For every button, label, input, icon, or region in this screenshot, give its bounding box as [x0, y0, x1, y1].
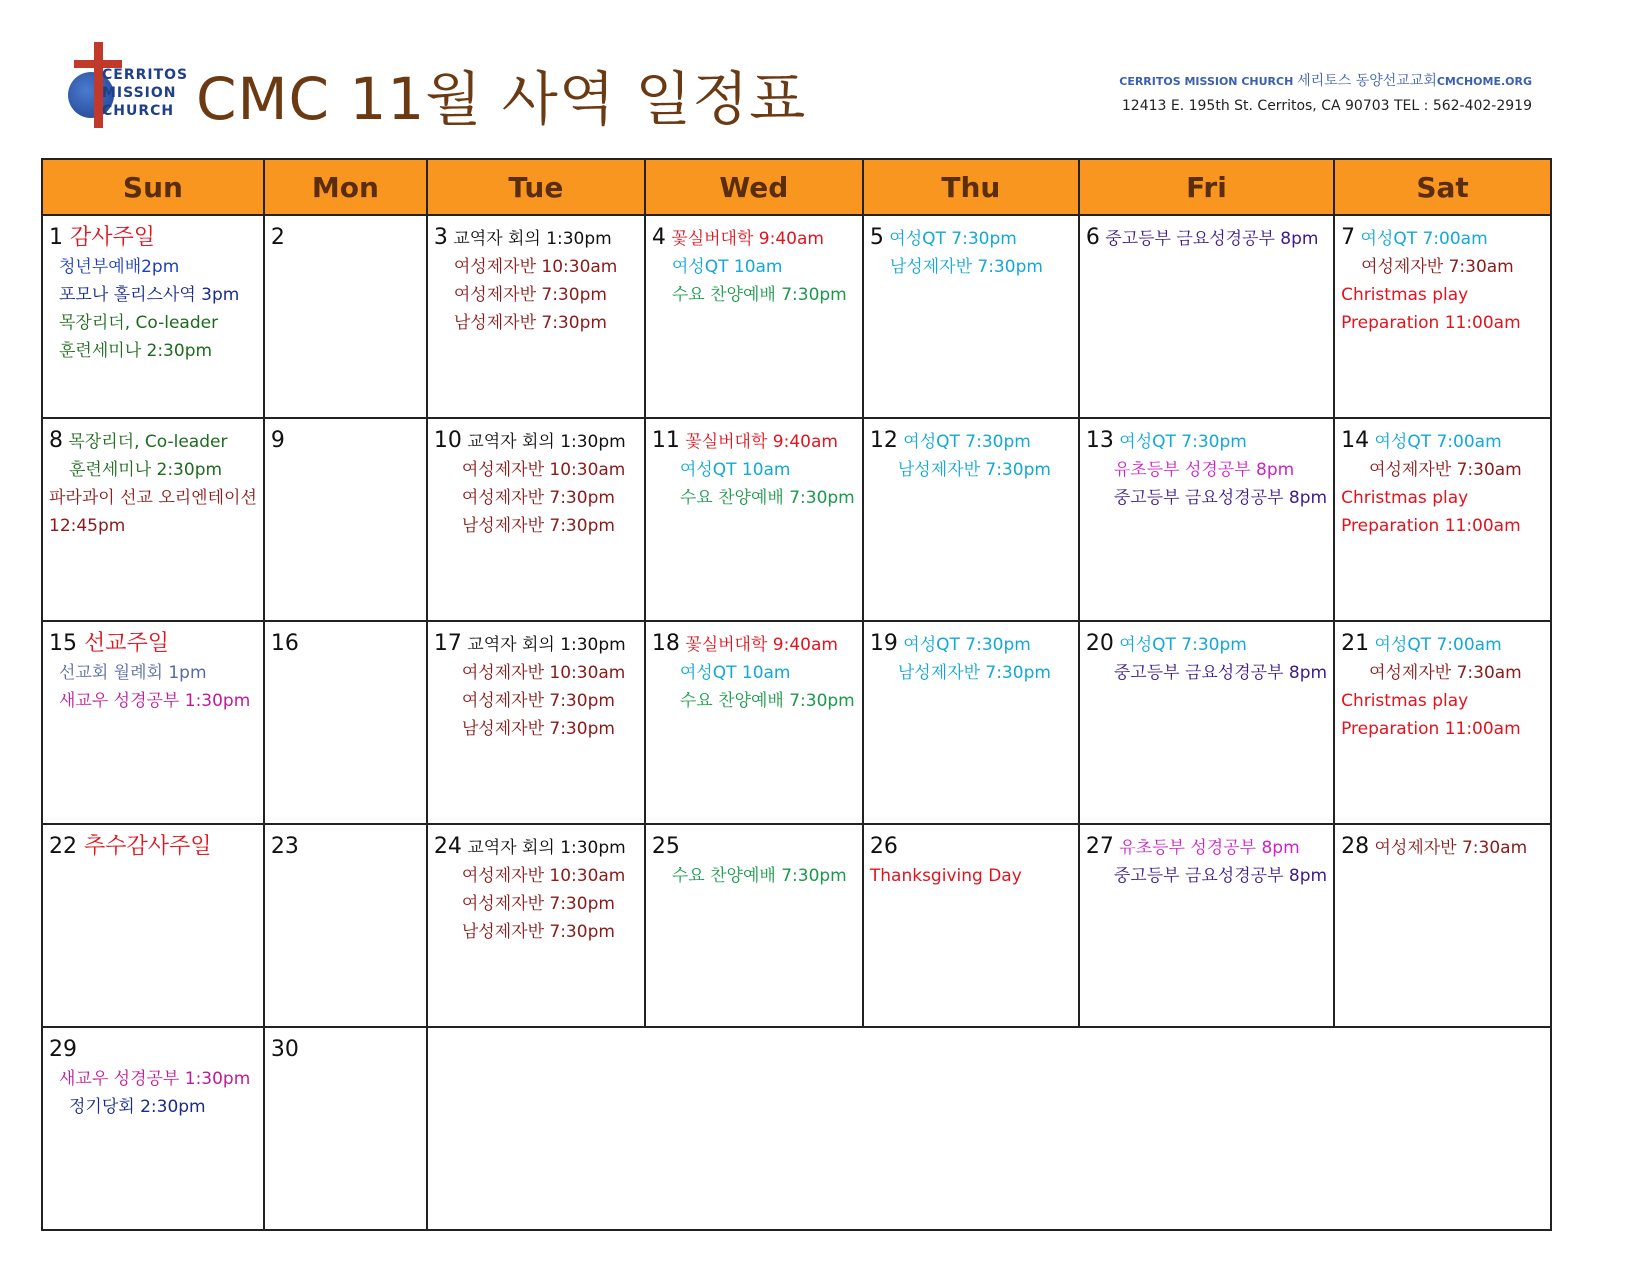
- calendar-event: 남성제자반 7:30pm: [897, 460, 1051, 480]
- calendar-event: Preparation 11:00am: [1341, 719, 1521, 739]
- day-cell-5[interactable]: [863, 215, 1079, 418]
- weekday-sat: Sat: [1334, 159, 1551, 215]
- church-name-en: CERRITOS MISSION CHURCH: [1119, 75, 1294, 88]
- day-number: 24: [433, 834, 462, 859]
- calendar-event: 여성QT 7:00am: [1355, 229, 1488, 249]
- day-cell-23[interactable]: [264, 824, 427, 1027]
- day-number: 15: [49, 631, 77, 656]
- church-website[interactable]: CMCHOME.ORG: [1436, 75, 1532, 88]
- calendar-event: 여성QT 7:00am: [1369, 635, 1502, 655]
- day-number: 4: [651, 225, 666, 250]
- calendar-event: 여성QT 7:30pm: [883, 229, 1017, 249]
- page-title: CMC 11월 사역 일정표: [196, 65, 807, 133]
- day-number: 20: [1085, 631, 1114, 656]
- calendar-event: 여성제자반 7:30am: [1369, 460, 1522, 480]
- day-cell-30[interactable]: [264, 1027, 427, 1230]
- day-number: 3: [433, 225, 448, 250]
- day-cell-22[interactable]: [42, 824, 264, 1027]
- calendar-event: 여성QT 10am: [671, 257, 783, 277]
- day-cell-16[interactable]: [264, 621, 427, 824]
- calendar-event: Preparation 11:00am: [1341, 313, 1521, 333]
- day-cell-9[interactable]: [264, 418, 427, 621]
- calendar-event: 여성제자반 7:30am: [1361, 257, 1514, 277]
- calendar-event: 수요 찬양예배 7:30pm: [671, 285, 847, 305]
- day-cell-24[interactable]: [427, 824, 645, 1027]
- day-number: 14: [1341, 428, 1370, 453]
- calendar-event: 꽃실버대학 9:40am: [679, 432, 838, 452]
- day-cell-27[interactable]: [1079, 824, 1334, 1027]
- day-number: 7: [1341, 225, 1356, 250]
- day-number: 12: [869, 428, 898, 453]
- day-number: 17: [433, 631, 462, 656]
- day-number: 23: [270, 834, 299, 859]
- weekday-header-row: [42, 159, 1551, 215]
- calendar-event: 여성제자반 7:30pm: [461, 691, 615, 711]
- calendar-event: 중고등부 금요성경공부 8pm: [1099, 229, 1319, 249]
- calendar-event: 꽃실버대학 9:40am: [665, 229, 824, 249]
- day-cell-15[interactable]: [42, 621, 264, 824]
- calendar-event: 선교주일: [77, 631, 170, 656]
- church-logo: [62, 38, 189, 130]
- day-cell-21[interactable]: [1334, 621, 1551, 824]
- calendar-event: 교역자 회의 1:30pm: [461, 635, 626, 655]
- church-address: 12413 E. 195th St. Cerritos, CA 90703 TEL : 562-402-2919: [1121, 98, 1532, 114]
- calendar-event: 수요 찬양예배 7:30pm: [679, 691, 855, 711]
- day-number: 6: [1085, 225, 1100, 250]
- calendar-event: 새교우 성경공부 1:30pm: [59, 691, 251, 711]
- calendar-event: 남성제자반 7:30pm: [461, 516, 615, 536]
- calendar-event: 여성QT 10am: [679, 663, 791, 683]
- calendar-event: 여성QT 7:30pm: [897, 635, 1031, 655]
- day-cell-25[interactable]: [645, 824, 863, 1027]
- calendar-event: 남성제자반 7:30pm: [889, 257, 1043, 277]
- day-number: 26: [869, 834, 898, 859]
- day-number: 1: [49, 225, 63, 250]
- day-cell-10[interactable]: [427, 418, 645, 621]
- day-number: 30: [270, 1037, 299, 1062]
- calendar-event: 여성제자반 7:30am: [1369, 663, 1522, 683]
- church-name-line: [1119, 70, 1532, 90]
- calendar-event: 여성QT 7:30pm: [1113, 432, 1247, 452]
- calendar-body: [42, 215, 1551, 1230]
- calendar-event: 교역자 회의 1:30pm: [447, 229, 612, 249]
- week-row: [42, 215, 1551, 418]
- day-number: 25: [651, 834, 680, 859]
- weekday-wed: Wed: [645, 159, 863, 215]
- weekday-fri: Fri: [1079, 159, 1334, 215]
- logo-line-1: CERRITOS: [102, 67, 189, 83]
- day-cell-28[interactable]: [1334, 824, 1551, 1027]
- weekday-thu: Thu: [863, 159, 1079, 215]
- day-cell-2[interactable]: [264, 215, 427, 418]
- calendar-event: 파라과이 선교 오리엔테이션: [49, 488, 257, 508]
- logo-line-2: MISSION: [102, 85, 177, 101]
- calendar-event: 남성제자반 7:30pm: [461, 922, 615, 942]
- calendar-event: 여성제자반 7:30am: [1369, 838, 1528, 858]
- calendar-event: 선교회 월례회 1pm: [59, 663, 207, 683]
- day-cell-11[interactable]: [645, 418, 863, 621]
- day-number: 21: [1341, 631, 1370, 656]
- calendar-event: Preparation 11:00am: [1341, 516, 1521, 536]
- day-number: 11: [651, 428, 680, 453]
- calendar-event: Christmas play: [1341, 488, 1469, 508]
- day-number: 8: [49, 428, 63, 453]
- day-number: 10: [433, 428, 462, 453]
- day-cell-18[interactable]: [645, 621, 863, 824]
- empty-cell: [427, 1027, 1551, 1230]
- weekday-mon: Mon: [264, 159, 427, 215]
- calendar-event: 꽃실버대학 9:40am: [679, 635, 838, 655]
- calendar-event: 정기당회 2:30pm: [69, 1097, 206, 1117]
- week-row: [42, 1027, 1551, 1230]
- calendar-event: 목장리더, Co-leader: [63, 432, 228, 452]
- calendar-event: 여성제자반 10:30am: [453, 257, 618, 277]
- day-number: 9: [270, 428, 285, 453]
- calendar-event: 남성제자반 7:30pm: [897, 663, 1051, 683]
- calendar-event: 여성제자반 7:30pm: [461, 488, 615, 508]
- calendar-event: 여성QT 10am: [679, 460, 791, 480]
- calendar-event: Christmas play: [1341, 285, 1469, 305]
- calendar-event: 교역자 회의 1:30pm: [461, 432, 626, 452]
- day-cell-6[interactable]: [1079, 215, 1334, 418]
- calendar-event: 감사주일: [63, 225, 156, 250]
- calendar-event: 남성제자반 7:30pm: [461, 719, 615, 739]
- calendar-event: 새교우 성경공부 1:30pm: [59, 1069, 251, 1089]
- week-row: [42, 621, 1551, 824]
- week-row: [42, 418, 1551, 621]
- church-name-kr: 세리토스 동양선교교회: [1297, 73, 1437, 89]
- calendar-event: 여성QT 7:30pm: [897, 432, 1031, 452]
- calendar-event: 여성QT 7:30pm: [1113, 635, 1247, 655]
- calendar-event: 여성제자반 10:30am: [461, 460, 626, 480]
- weekday-tue: Tue: [427, 159, 645, 215]
- calendar-event: 훈련세미나 2:30pm: [69, 460, 223, 480]
- calendar-event: 훈련세미나 2:30pm: [59, 341, 213, 361]
- day-cell-3[interactable]: [427, 215, 645, 418]
- calendar-event: 중고등부 금요성경공부 8pm: [1113, 663, 1328, 683]
- day-cell-19[interactable]: [863, 621, 1079, 824]
- day-cell-7[interactable]: [1334, 215, 1551, 418]
- calendar-event: Christmas play: [1341, 691, 1469, 711]
- calendar-event: 수요 찬양예배 7:30pm: [679, 488, 855, 508]
- day-number: 13: [1085, 428, 1114, 453]
- day-number: 16: [270, 631, 299, 656]
- calendar-event: 추수감사주일: [77, 834, 212, 859]
- calendar-event: 청년부예배2pm: [59, 257, 180, 277]
- calendar-event: 유초등부 성경공부 8pm: [1113, 838, 1300, 858]
- calendar-event: 여성QT 7:00am: [1369, 432, 1502, 452]
- day-cell-8[interactable]: [42, 418, 264, 621]
- logo-line-3: CHURCH: [102, 103, 175, 119]
- day-number: 2: [270, 225, 285, 250]
- day-number: 29: [49, 1037, 77, 1062]
- calendar-grid: [41, 158, 1552, 1231]
- calendar-event: 여성제자반 10:30am: [461, 663, 626, 683]
- day-cell-1[interactable]: [42, 215, 264, 418]
- logo-text: [102, 66, 188, 120]
- day-number: 28: [1341, 834, 1370, 859]
- day-cell-29[interactable]: [42, 1027, 264, 1230]
- day-cell-14[interactable]: [1334, 418, 1551, 621]
- calendar-event: 중고등부 금요성경공부 8pm: [1113, 488, 1328, 508]
- day-cell-4[interactable]: [645, 215, 863, 418]
- weekday-sun: Sun: [42, 159, 264, 215]
- calendar-event: 여성제자반 7:30pm: [453, 285, 607, 305]
- day-cell-26[interactable]: [863, 824, 1079, 1027]
- calendar-event: 남성제자반 7:30pm: [453, 313, 607, 333]
- day-number: 18: [651, 631, 680, 656]
- calendar-event: 12:45pm: [49, 516, 126, 536]
- calendar-event: 목장리더, Co-leader: [59, 313, 219, 333]
- week-row: [42, 824, 1551, 1027]
- day-cell-12[interactable]: [863, 418, 1079, 621]
- calendar-event: 여성제자반 7:30pm: [461, 894, 615, 914]
- calendar-event: 포모나 홀리스사역 3pm: [59, 285, 240, 305]
- day-number: 5: [869, 225, 884, 250]
- day-cell-17[interactable]: [427, 621, 645, 824]
- calendar-event: 중고등부 금요성경공부 8pm: [1113, 866, 1328, 886]
- day-number: 27: [1085, 834, 1114, 859]
- day-number: 22: [49, 834, 77, 859]
- calendar-event: Thanksgiving Day: [869, 866, 1022, 886]
- day-cell-13[interactable]: [1079, 418, 1334, 621]
- calendar-event: 유초등부 성경공부 8pm: [1113, 460, 1295, 480]
- calendar-event: 수요 찬양예배 7:30pm: [671, 866, 847, 886]
- day-cell-20[interactable]: [1079, 621, 1334, 824]
- calendar-event: 여성제자반 10:30am: [461, 866, 626, 886]
- calendar-event: 교역자 회의 1:30pm: [461, 838, 626, 858]
- day-number: 19: [869, 631, 898, 656]
